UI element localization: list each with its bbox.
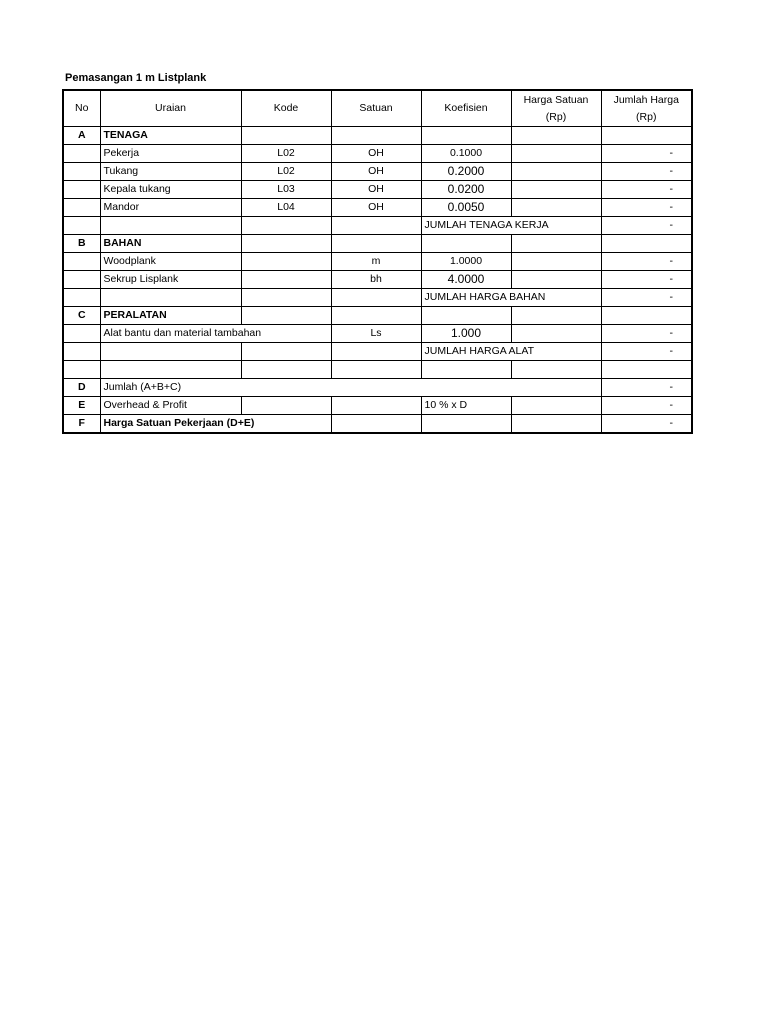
- item-uraian: Tukang: [100, 163, 241, 181]
- summary-label: Jumlah (A+B+C): [100, 379, 601, 397]
- summary-no: E: [63, 397, 100, 415]
- item-satuan: Ls: [331, 325, 421, 343]
- header-harga-satuan: Harga Satuan (Rp): [511, 90, 601, 127]
- item-koefisien: 0.0050: [421, 199, 511, 217]
- table-row: [63, 199, 692, 217]
- subtotal-row-bahan: [63, 289, 692, 307]
- subtotal-label: JUMLAH TENAGA KERJA: [421, 217, 601, 235]
- item-satuan: OH: [331, 181, 421, 199]
- section-label: PERALATAN: [100, 307, 241, 325]
- item-koefisien: 0.0200: [421, 181, 511, 199]
- header-koefisien: Koefisien: [421, 90, 511, 127]
- summary-value: -: [601, 379, 692, 397]
- summary-value: -: [601, 397, 692, 415]
- item-koefisien: 4.0000: [421, 271, 511, 289]
- summary-no: D: [63, 379, 100, 397]
- header-uraian: Uraian: [100, 90, 241, 127]
- header-kode: Kode: [241, 90, 331, 127]
- item-uraian: Woodplank: [100, 253, 241, 271]
- unit-price-analysis-table: [62, 89, 693, 434]
- item-satuan: OH: [331, 163, 421, 181]
- spacer-row: [63, 361, 692, 379]
- header-satuan: Satuan: [331, 90, 421, 127]
- subtotal-row-peralatan: [63, 343, 692, 361]
- item-satuan: OH: [331, 145, 421, 163]
- section-no: A: [63, 127, 100, 145]
- table-row: [63, 163, 692, 181]
- table-row: [63, 271, 692, 289]
- item-koefisien: 0.2000: [421, 163, 511, 181]
- subtotal-value: -: [601, 217, 692, 235]
- item-kode: L03: [241, 181, 331, 199]
- summary-label: Overhead & Profit: [100, 397, 241, 415]
- item-koefisien: 1.0000: [421, 253, 511, 271]
- item-uraian: Alat bantu dan material tambahan: [100, 325, 331, 343]
- item-jumlah: -: [601, 253, 692, 271]
- summary-row-f: [63, 415, 692, 434]
- item-jumlah: -: [601, 181, 692, 199]
- section-row-tenaga: [63, 127, 692, 145]
- table-row: [63, 325, 692, 343]
- header-jumlah-harga: Jumlah Harga (Rp): [601, 90, 692, 127]
- item-kode: L02: [241, 145, 331, 163]
- item-kode: L04: [241, 199, 331, 217]
- section-row-bahan: [63, 235, 692, 253]
- subtotal-value: -: [601, 343, 692, 361]
- item-uraian: Pekerja: [100, 145, 241, 163]
- table-row: [63, 253, 692, 271]
- item-satuan: OH: [331, 199, 421, 217]
- section-no: C: [63, 307, 100, 325]
- subtotal-label: JUMLAH HARGA BAHAN: [421, 289, 601, 307]
- item-koefisien: 0.1000: [421, 145, 511, 163]
- item-uraian: Kepala tukang: [100, 181, 241, 199]
- summary-row-d: [63, 379, 692, 397]
- summary-no: F: [63, 415, 100, 434]
- summary-koefisien: 10 % x D: [421, 397, 511, 415]
- item-kode: L02: [241, 163, 331, 181]
- table-row: [63, 145, 692, 163]
- item-satuan: m: [331, 253, 421, 271]
- item-koefisien: 1.000: [421, 325, 511, 343]
- table-header-row: [63, 90, 692, 127]
- summary-value: -: [601, 415, 692, 434]
- item-jumlah: -: [601, 145, 692, 163]
- item-jumlah: -: [601, 163, 692, 181]
- section-row-peralatan: [63, 307, 692, 325]
- item-satuan: bh: [331, 271, 421, 289]
- section-no: B: [63, 235, 100, 253]
- item-uraian: Mandor: [100, 199, 241, 217]
- table-row: [63, 181, 692, 199]
- section-label: BAHAN: [100, 235, 241, 253]
- item-jumlah: -: [601, 199, 692, 217]
- subtotal-label: JUMLAH HARGA ALAT: [421, 343, 601, 361]
- summary-row-e: [63, 397, 692, 415]
- subtotal-value: -: [601, 289, 692, 307]
- summary-label: Harga Satuan Pekerjaan (D+E): [100, 415, 331, 434]
- item-uraian: Sekrup Lisplank: [100, 271, 241, 289]
- item-jumlah: -: [601, 325, 692, 343]
- sheet-title: Pemasangan 1 m Listplank: [65, 72, 207, 84]
- item-jumlah: -: [601, 271, 692, 289]
- subtotal-row-tenaga: [63, 217, 692, 235]
- section-label: TENAGA: [100, 127, 241, 145]
- header-no: No: [63, 90, 100, 127]
